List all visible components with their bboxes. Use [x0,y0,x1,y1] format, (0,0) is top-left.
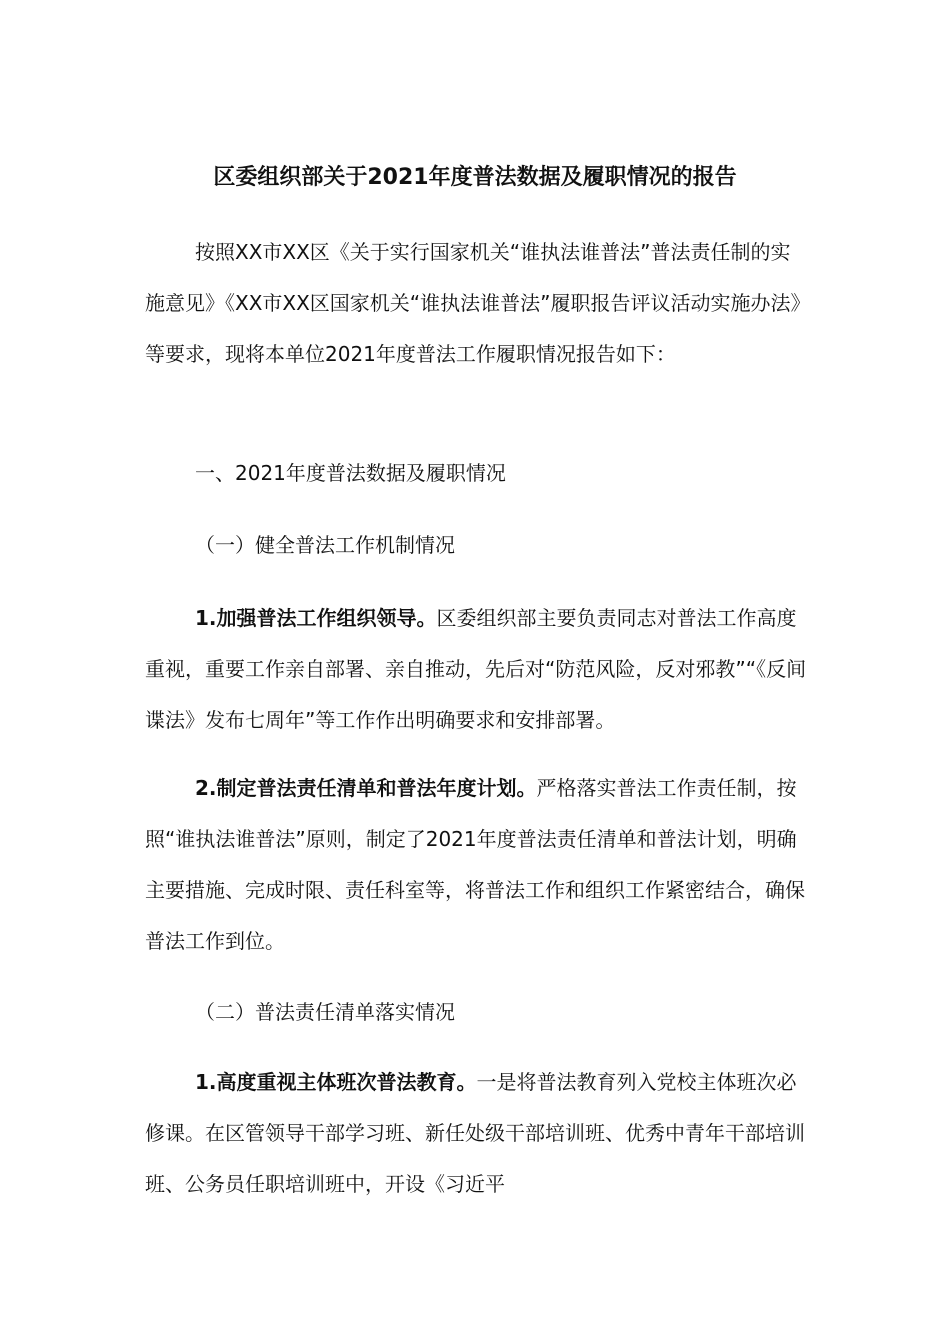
document-title: 区委组织部关于2021年度普法数据及履职情况的报告 [213,165,737,190]
item-1-2-paragraph [145,763,810,967]
item-2-1-paragraph [145,1057,810,1210]
item-1-2-text: 严格落实普法工作责任制，按照“谁执法谁普法”原则，制定了2021年度普法责任清单和普法计划，明确主要措施、完成时限、责任科室等，将普法工作和组织工作紧密结合，确保普法工作到位。 [145,776,805,953]
intro-paragraph: 按照XX市XX区《关于实行国家机关“谁执法谁普法”普法责任制的实施意见》《XX市XX区国家机关“谁执法谁普法”履职报告评议活动实施办法》等要求，现将本单位2021年度普法工作履职情况报告如下： [145,240,801,366]
subsection-1-heading: （一）健全普法工作机制情况 [195,533,455,557]
item-1-1-text: 区委组织部主要负责同志对普法工作高度重视，重要工作亲自部署、亲自推动，先后对“防范风险，反对邪教”“《反间谍法》发布七周年”等工作作出明确要求和安排部署。 [145,606,807,732]
item-2-1-lead: 1.高度重视主体班次普法教育。 [195,1070,477,1094]
item-1-2-lead: 2.制定普法责任清单和普法年度计划。 [195,776,537,800]
item-1-1-lead: 1.加强普法工作组织领导。 [195,606,437,630]
subsection-2-heading: （二）普法责任清单落实情况 [195,1000,455,1024]
section-1-heading: 一、2021年度普法数据及履职情况 [195,461,506,485]
item-2-1-text: 一是将普法教育列入党校主体班次必修课。在区管领导干部学习班、新任处级干部培训班、优秀中青年干部培训班、公务员任职培训班中，开设《习近平 [145,1070,805,1196]
item-1-1-paragraph [145,593,810,746]
